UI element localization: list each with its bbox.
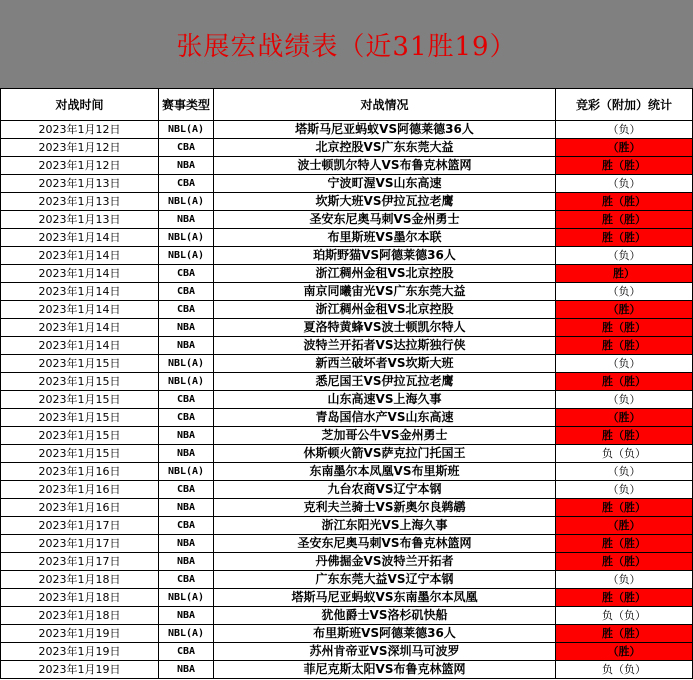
result-cell-text: 胜（胜） [602, 537, 646, 550]
type-cell [159, 355, 214, 373]
match-cell-text: 圣安东尼奥马刺VS金州勇士 [309, 212, 460, 226]
date-cell [1, 139, 159, 157]
date-cell [1, 463, 159, 481]
match-cell [214, 553, 556, 571]
table-row [1, 445, 693, 463]
result-cell-text: （负） [607, 285, 641, 298]
table-row [1, 373, 693, 391]
result-cell [556, 571, 693, 589]
result-cell-text: 负（负） [602, 447, 646, 460]
match-cell [214, 355, 556, 373]
result-cell-text: 胜（胜） [602, 339, 646, 352]
result-cell [556, 337, 693, 355]
type-cell-text: NBA [176, 556, 196, 567]
result-cell-text: 胜（胜） [602, 231, 646, 244]
result-cell [556, 535, 693, 553]
result-cell [556, 427, 693, 445]
table-row [1, 139, 693, 157]
type-cell-text: NBL(A) [167, 592, 205, 603]
type-cell [159, 571, 214, 589]
result-cell [556, 499, 693, 517]
result-cell [556, 247, 693, 265]
date-cell-text: 2023年1月19日 [38, 627, 121, 640]
type-cell [159, 643, 214, 661]
date-cell-text: 2023年1月17日 [38, 537, 121, 550]
date-cell-text: 2023年1月16日 [38, 465, 121, 478]
result-cell-text: （负） [607, 123, 641, 136]
date-cell [1, 265, 159, 283]
result-cell-text: （负） [607, 249, 641, 262]
result-cell-text: 胜（胜） [602, 555, 646, 568]
match-cell [214, 157, 556, 175]
table-row [1, 535, 693, 553]
date-cell-text: 2023年1月18日 [38, 609, 121, 622]
match-cell [214, 211, 556, 229]
col-header-result: 竞彩（附加）统计 [556, 89, 693, 121]
match-cell-text: 悉尼国王VS伊拉瓦拉老鹰 [315, 374, 454, 388]
match-cell-text: 休斯顿火箭VS萨克拉门托国王 [303, 446, 466, 460]
date-cell-text: 2023年1月13日 [38, 195, 121, 208]
match-cell [214, 175, 556, 193]
result-cell-text: 胜（胜） [602, 159, 646, 172]
table-row [1, 607, 693, 625]
type-cell [159, 157, 214, 175]
result-cell-text: 胜） [613, 267, 635, 280]
date-cell [1, 571, 159, 589]
type-cell-text: NBA [176, 322, 196, 333]
result-cell [556, 517, 693, 535]
type-cell-text: NBL(A) [167, 358, 205, 369]
table-row [1, 427, 693, 445]
type-cell-text: CBA [176, 304, 196, 315]
table-row [1, 211, 693, 229]
date-cell-text: 2023年1月14日 [38, 267, 121, 280]
match-cell-text: 苏州肯帝亚VS深圳马可波罗 [309, 644, 460, 658]
result-cell [556, 661, 693, 679]
result-cell-text: 胜（胜） [602, 591, 646, 604]
type-cell [159, 391, 214, 409]
type-cell [159, 139, 214, 157]
match-cell-text: 浙江东阳光VS上海久事 [321, 518, 448, 532]
table-row [1, 391, 693, 409]
match-cell-text: 塔斯马尼亚蚂蚁VS东南墨尔本凤凰 [291, 590, 478, 604]
type-cell-text: NBL(A) [167, 628, 205, 639]
type-cell-text: NBA [176, 448, 196, 459]
date-cell [1, 607, 159, 625]
result-cell-text: （胜） [607, 645, 641, 658]
table-row [1, 283, 693, 301]
match-cell [214, 391, 556, 409]
result-cell [556, 175, 693, 193]
result-cell [556, 643, 693, 661]
date-cell-text: 2023年1月14日 [38, 321, 121, 334]
match-cell [214, 499, 556, 517]
date-cell [1, 301, 159, 319]
type-cell [159, 409, 214, 427]
result-cell-text: 负（负） [602, 663, 646, 676]
date-cell [1, 535, 159, 553]
result-cell [556, 607, 693, 625]
result-cell [556, 625, 693, 643]
result-cell [556, 121, 693, 139]
match-cell [214, 445, 556, 463]
table-row [1, 229, 693, 247]
match-cell-text: 山东高速VS上海久事 [327, 392, 442, 406]
type-cell [159, 607, 214, 625]
type-cell [159, 319, 214, 337]
match-cell [214, 301, 556, 319]
date-cell [1, 121, 159, 139]
type-cell-text: CBA [176, 484, 196, 495]
match-cell [214, 319, 556, 337]
type-cell [159, 589, 214, 607]
result-cell [556, 139, 693, 157]
col-header-type: 赛事类型 [159, 89, 214, 121]
result-cell-text: 胜（胜） [602, 375, 646, 388]
match-cell [214, 283, 556, 301]
match-cell [214, 643, 556, 661]
type-cell [159, 535, 214, 553]
result-cell [556, 553, 693, 571]
table-row [1, 517, 693, 535]
date-cell-text: 2023年1月14日 [38, 303, 121, 316]
date-cell-text: 2023年1月14日 [38, 249, 121, 262]
date-cell-text: 2023年1月12日 [38, 141, 121, 154]
date-cell-text: 2023年1月13日 [38, 177, 121, 190]
table-row [1, 157, 693, 175]
match-cell-text: 东南墨尔本凤凰VS布里斯班 [309, 464, 460, 478]
result-cell-text: 胜（胜） [602, 429, 646, 442]
match-cell-text: 犹他爵士VS洛杉矶快船 [321, 608, 448, 622]
type-cell [159, 517, 214, 535]
date-cell [1, 481, 159, 499]
table-row [1, 553, 693, 571]
table-row [1, 175, 693, 193]
match-cell [214, 337, 556, 355]
type-cell [159, 499, 214, 517]
type-cell [159, 427, 214, 445]
table-row [1, 481, 693, 499]
table-row [1, 355, 693, 373]
match-cell [214, 121, 556, 139]
date-cell-text: 2023年1月15日 [38, 429, 121, 442]
result-cell-text: （负） [607, 393, 641, 406]
date-cell-text: 2023年1月18日 [38, 573, 121, 586]
table-row [1, 337, 693, 355]
type-cell-text: NBL(A) [167, 250, 205, 261]
match-cell [214, 625, 556, 643]
type-cell [159, 247, 214, 265]
type-cell [159, 481, 214, 499]
match-cell-text: 新西兰破坏者VS坎斯大班 [315, 356, 454, 370]
result-cell [556, 283, 693, 301]
date-cell [1, 373, 159, 391]
result-cell-text: （负） [607, 177, 641, 190]
result-cell [556, 157, 693, 175]
date-cell [1, 175, 159, 193]
type-cell [159, 211, 214, 229]
match-cell-text: 芝加哥公牛VS金州勇士 [321, 428, 448, 442]
match-cell-text: 夏洛特黄蜂VS波士顿凯尔特人 [303, 320, 466, 334]
table-row [1, 571, 693, 589]
type-cell [159, 661, 214, 679]
result-cell [556, 211, 693, 229]
type-cell-text: CBA [176, 412, 196, 423]
type-cell [159, 463, 214, 481]
date-cell [1, 211, 159, 229]
date-cell-text: 2023年1月15日 [38, 447, 121, 460]
date-cell-text: 2023年1月14日 [38, 231, 121, 244]
table-row [1, 589, 693, 607]
match-cell-text: 塔斯马尼亚蚂蚁VS阿德莱德36人 [295, 122, 474, 136]
type-cell-text: CBA [176, 520, 196, 531]
result-cell [556, 193, 693, 211]
result-cell-text: （胜） [607, 411, 641, 424]
match-cell-text: 宁波町渥VS山东高速 [327, 176, 442, 190]
result-cell-text: （胜） [607, 303, 641, 316]
table-row [1, 265, 693, 283]
match-cell-text: 九台农商VS辽宁本钢 [327, 482, 442, 496]
match-cell-text: 北京控股VS广东东莞大益 [315, 140, 454, 154]
col-header-time: 对战时间 [1, 89, 159, 121]
match-cell-text: 布里斯班VS墨尔本联 [327, 230, 442, 244]
date-cell-text: 2023年1月15日 [38, 411, 121, 424]
result-cell-text: （负） [607, 573, 641, 586]
match-cell [214, 265, 556, 283]
match-cell-text: 克利夫兰骑士VS新奥尔良鹈鹕 [303, 500, 466, 514]
record-table [0, 88, 693, 679]
table-row [1, 463, 693, 481]
table-row [1, 643, 693, 661]
date-cell [1, 283, 159, 301]
date-cell [1, 427, 159, 445]
type-cell-text: CBA [176, 142, 196, 153]
date-cell [1, 499, 159, 517]
match-cell [214, 373, 556, 391]
result-cell [556, 355, 693, 373]
date-cell-text: 2023年1月17日 [38, 519, 121, 532]
match-cell [214, 229, 556, 247]
result-cell [556, 319, 693, 337]
table-row [1, 625, 693, 643]
match-cell-text: 浙江稠州金租VS北京控股 [315, 266, 454, 280]
date-cell [1, 643, 159, 661]
match-cell-text: 南京同曦宙光VS广东东莞大益 [303, 284, 466, 298]
match-cell-text: 广东东莞大益VS辽宁本钢 [315, 572, 454, 586]
match-cell-text: 浙江稠州金租VS北京控股 [315, 302, 454, 316]
table-row [1, 499, 693, 517]
match-cell [214, 607, 556, 625]
match-cell [214, 589, 556, 607]
date-cell-text: 2023年1月14日 [38, 285, 121, 298]
title-banner [0, 0, 693, 88]
date-cell [1, 355, 159, 373]
result-cell [556, 373, 693, 391]
match-cell-text: 丹佛掘金VS波特兰开拓者 [315, 554, 454, 568]
type-cell-text: NBL(A) [167, 196, 205, 207]
match-cell-text: 珀斯野猫VS阿德莱德36人 [313, 248, 456, 262]
match-cell-text: 波特兰开拓者VS达拉斯独行侠 [303, 338, 466, 352]
result-cell-text: 胜（胜） [602, 321, 646, 334]
match-cell-text: 圣安东尼奥马刺VS布鲁克林篮网 [297, 536, 472, 550]
type-cell-text: NBA [176, 610, 196, 621]
date-cell [1, 391, 159, 409]
match-cell [214, 517, 556, 535]
match-cell [214, 193, 556, 211]
date-cell-text: 2023年1月12日 [38, 159, 121, 172]
type-cell-text: NBL(A) [167, 466, 205, 477]
date-cell [1, 409, 159, 427]
result-cell [556, 229, 693, 247]
type-cell-text: CBA [176, 574, 196, 585]
date-cell-text: 2023年1月15日 [38, 357, 121, 370]
date-cell-text: 2023年1月12日 [38, 123, 121, 136]
type-cell [159, 229, 214, 247]
date-cell [1, 661, 159, 679]
date-cell-text: 2023年1月19日 [38, 645, 121, 658]
date-cell [1, 193, 159, 211]
date-cell [1, 625, 159, 643]
result-cell-text: 负（负） [602, 609, 646, 622]
type-cell [159, 625, 214, 643]
result-cell-text: （胜） [607, 141, 641, 154]
type-cell [159, 301, 214, 319]
date-cell [1, 517, 159, 535]
result-cell [556, 463, 693, 481]
type-cell-text: CBA [176, 286, 196, 297]
type-cell-text: NBA [176, 430, 196, 441]
type-cell [159, 175, 214, 193]
date-cell-text: 2023年1月15日 [38, 375, 121, 388]
type-cell [159, 283, 214, 301]
table-row [1, 319, 693, 337]
type-cell-text: NBL(A) [167, 124, 205, 135]
type-cell-text: CBA [176, 178, 196, 189]
type-cell-text: CBA [176, 268, 196, 279]
result-cell-text: （负） [607, 357, 641, 370]
table-row [1, 301, 693, 319]
type-cell [159, 265, 214, 283]
date-cell [1, 319, 159, 337]
type-cell [159, 445, 214, 463]
date-cell-text: 2023年1月17日 [38, 555, 121, 568]
type-cell-text: NBA [176, 664, 196, 675]
result-cell [556, 481, 693, 499]
result-cell [556, 301, 693, 319]
result-cell [556, 445, 693, 463]
result-cell-text: （负） [607, 483, 641, 496]
table-row [1, 121, 693, 139]
date-cell [1, 337, 159, 355]
match-cell [214, 571, 556, 589]
type-cell-text: NBA [176, 160, 196, 171]
type-cell-text: NBA [176, 214, 196, 225]
type-cell [159, 121, 214, 139]
date-cell [1, 589, 159, 607]
result-cell-text: 胜（胜） [602, 627, 646, 640]
match-cell [214, 427, 556, 445]
table-row [1, 409, 693, 427]
type-cell [159, 193, 214, 211]
match-cell [214, 247, 556, 265]
type-cell-text: NBA [176, 538, 196, 549]
result-cell [556, 391, 693, 409]
date-cell-text: 2023年1月13日 [38, 213, 121, 226]
result-cell [556, 409, 693, 427]
result-cell-text: 胜（胜） [602, 501, 646, 514]
match-cell [214, 463, 556, 481]
type-cell-text: CBA [176, 394, 196, 405]
match-cell [214, 661, 556, 679]
page-title: 张展宏战绩表（近31胜19） [176, 31, 517, 62]
match-cell-text: 青岛国信水产VS山东高速 [315, 410, 454, 424]
date-cell-text: 2023年1月15日 [38, 393, 121, 406]
result-cell [556, 265, 693, 283]
result-cell-text: （胜） [607, 519, 641, 532]
type-cell-text: NBA [176, 502, 196, 513]
date-cell [1, 247, 159, 265]
date-cell-text: 2023年1月19日 [38, 663, 121, 676]
match-cell-text: 坎斯大班VS伊拉瓦拉老鹰 [315, 194, 454, 208]
table-row [1, 661, 693, 679]
match-cell-text: 波士顿凯尔特人VS布鲁克林篮网 [297, 158, 472, 172]
table-row [1, 247, 693, 265]
result-cell-text: （负） [607, 465, 641, 478]
type-cell-text: NBL(A) [167, 376, 205, 387]
date-cell [1, 157, 159, 175]
match-cell [214, 139, 556, 157]
date-cell-text: 2023年1月16日 [38, 501, 121, 514]
match-cell-text: 布里斯班VS阿德莱德36人 [313, 626, 456, 640]
result-cell [556, 589, 693, 607]
type-cell [159, 337, 214, 355]
type-cell-text: NBA [176, 340, 196, 351]
date-cell-text: 2023年1月16日 [38, 483, 121, 496]
header-row [1, 89, 693, 121]
match-cell-text: 菲尼克斯太阳VS布鲁克林篮网 [303, 662, 466, 676]
col-header-match: 对战情况 [214, 89, 556, 121]
date-cell [1, 445, 159, 463]
match-cell [214, 535, 556, 553]
date-cell-text: 2023年1月18日 [38, 591, 121, 604]
date-cell [1, 229, 159, 247]
type-cell [159, 373, 214, 391]
result-cell-text: 胜（胜） [602, 213, 646, 226]
type-cell [159, 553, 214, 571]
type-cell-text: CBA [176, 646, 196, 657]
date-cell-text: 2023年1月14日 [38, 339, 121, 352]
match-cell [214, 481, 556, 499]
type-cell-text: NBL(A) [167, 232, 205, 243]
result-cell-text: 胜（胜） [602, 195, 646, 208]
match-cell [214, 409, 556, 427]
date-cell [1, 553, 159, 571]
table-row [1, 193, 693, 211]
